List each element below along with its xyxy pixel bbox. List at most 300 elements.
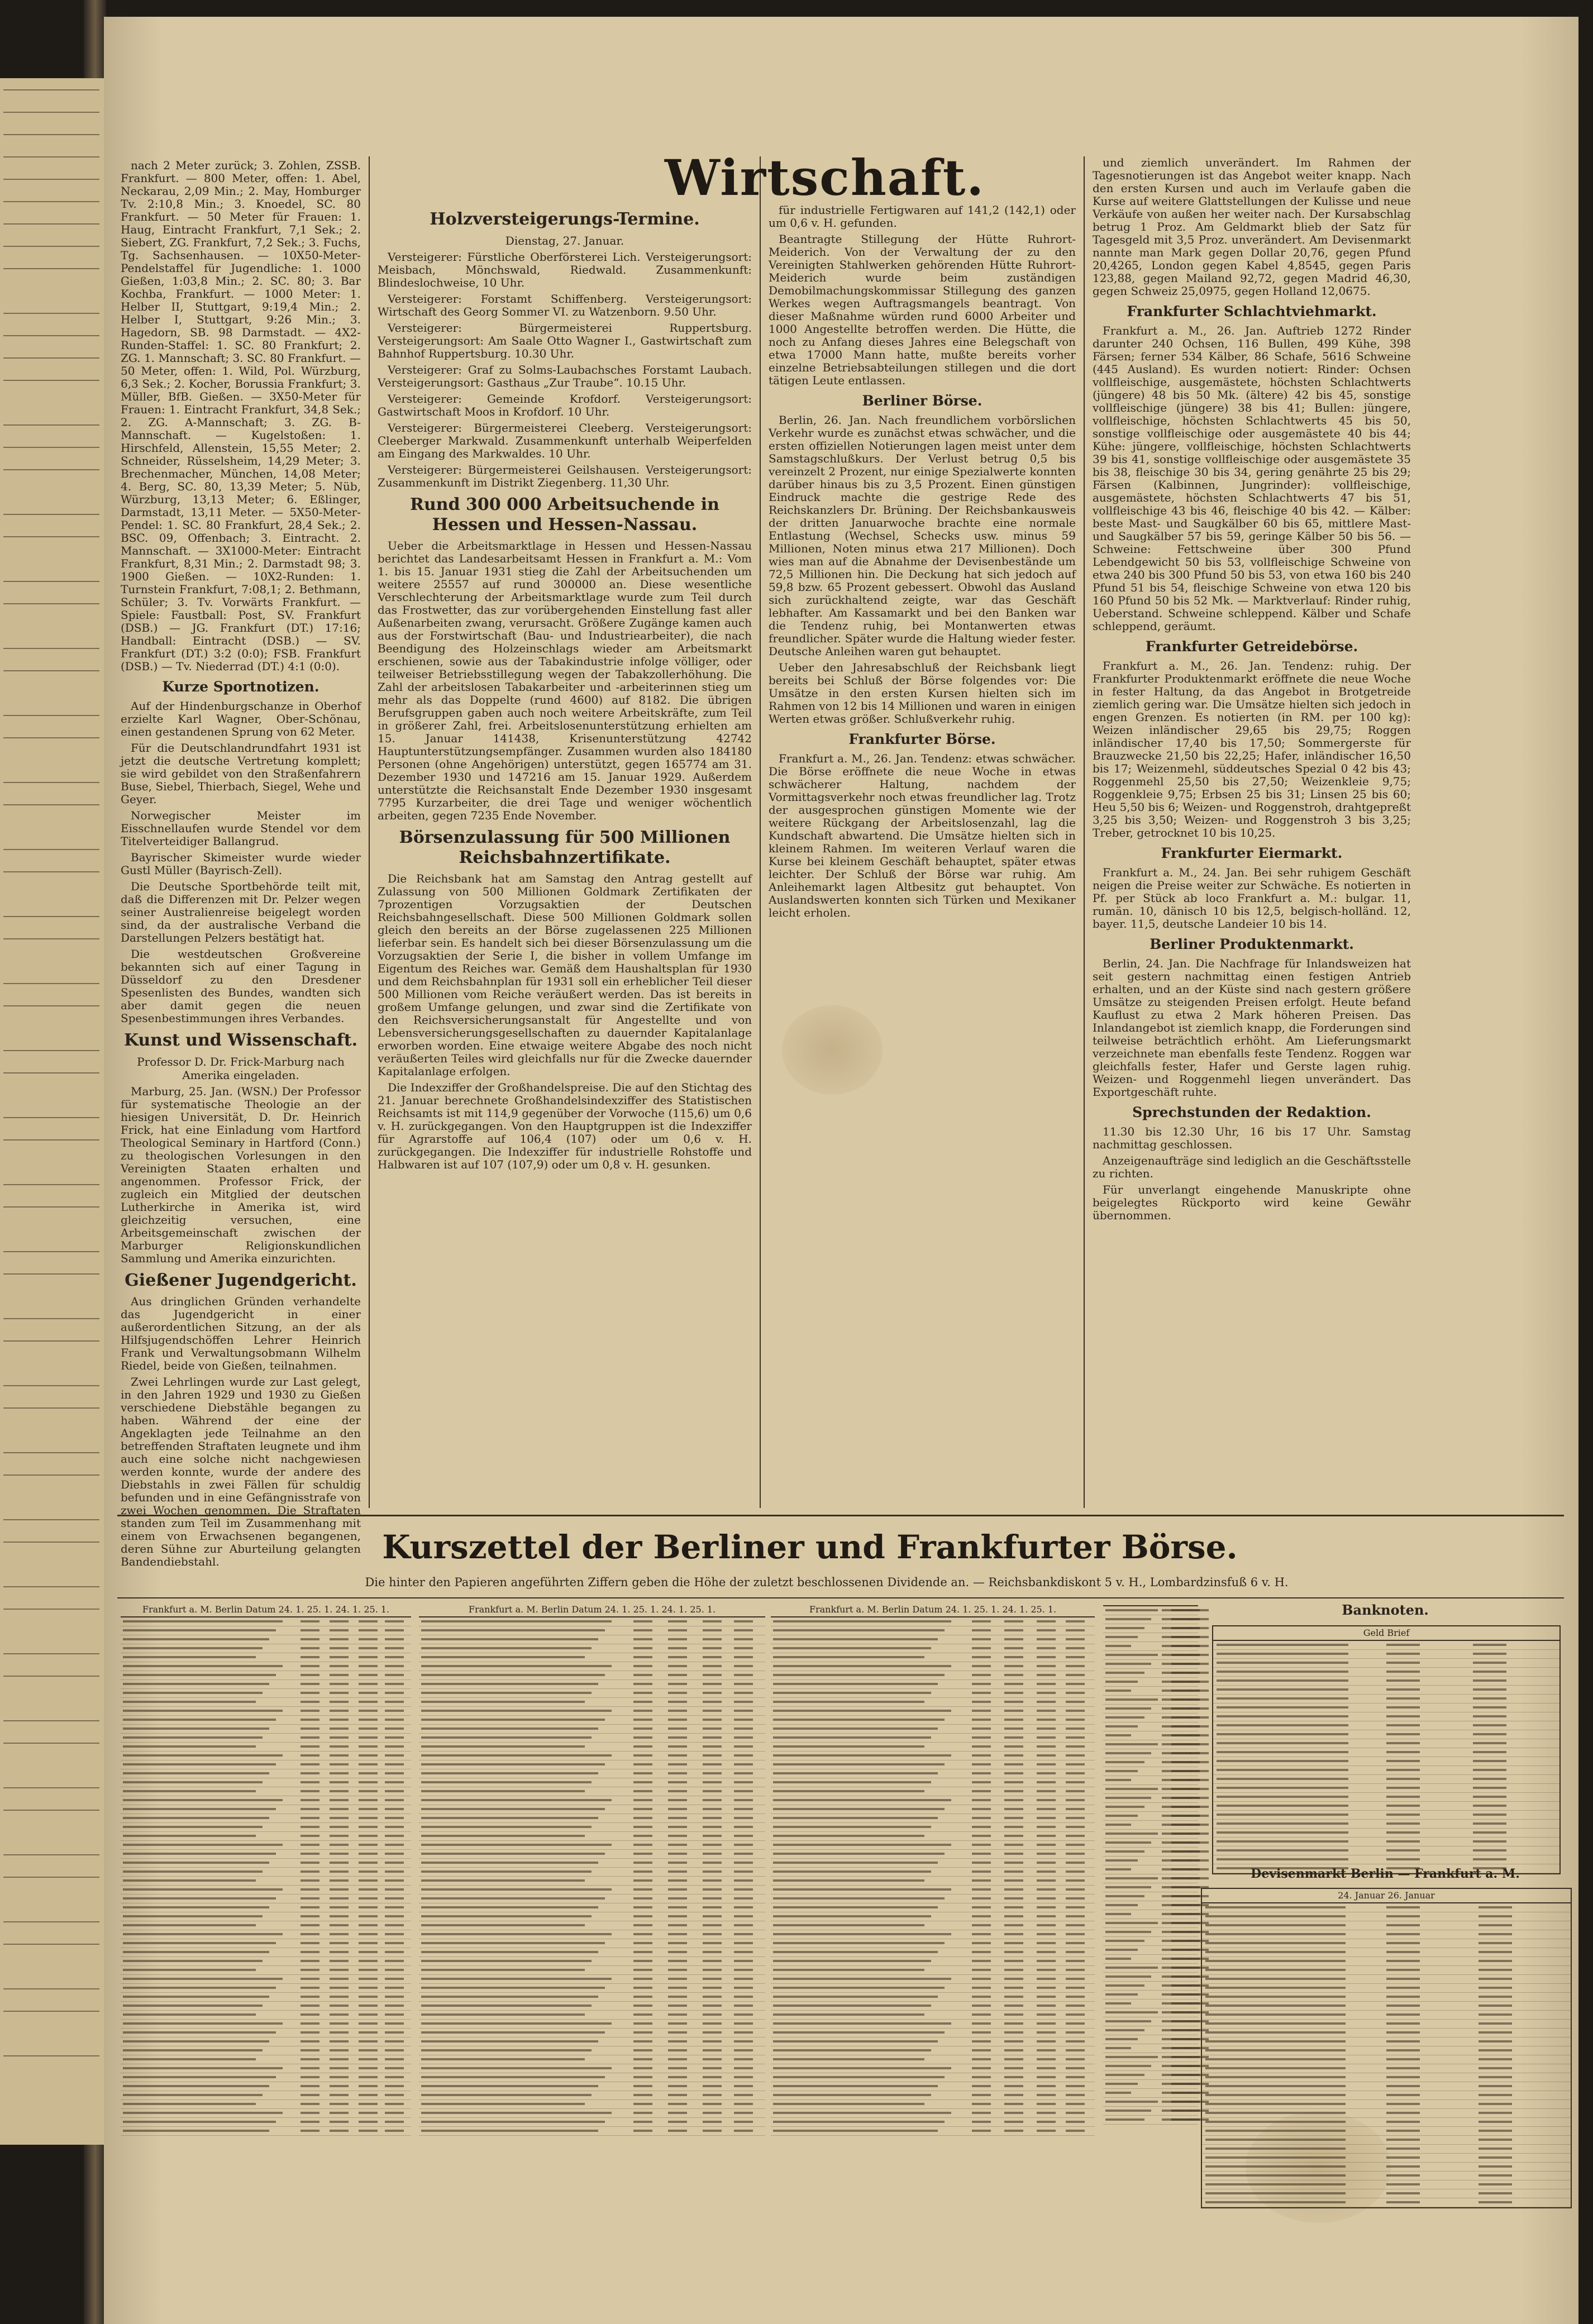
table-row (419, 1921, 765, 1930)
table-row (771, 1787, 1095, 1796)
heading-arbeitsuchende: Rund 300 000 Arbeitsuchende in Hessen und Hessen-Nassau. (410, 495, 719, 535)
table-row (771, 1626, 1095, 1635)
table-row (1202, 2172, 1571, 2180)
table-row (1103, 2000, 1198, 2008)
table-row (1202, 1948, 1571, 1957)
table-row (419, 1716, 765, 1725)
table-row (1103, 1955, 1198, 1964)
paragraph: Norwegischer Meister im Eisschnellaufen wurde Stendel vor dem Titelverteidiger Ballangrud. (121, 809, 361, 848)
table-row (419, 1760, 765, 1769)
table-row (419, 1680, 765, 1689)
table-row (1213, 1748, 1559, 1757)
table-row (419, 1841, 765, 1850)
table-row (121, 1957, 411, 1966)
previous-page-edge (0, 78, 104, 2145)
heading-frankfurter-boerse: Frankfurter Börse. (848, 731, 996, 747)
table-row (1202, 1993, 1571, 2002)
table-row (121, 1734, 411, 1743)
table-row (121, 1894, 411, 1903)
table-row (771, 2082, 1095, 2091)
table-row (1202, 2127, 1571, 2136)
table-row (1103, 1740, 1198, 1749)
table-row (771, 2118, 1095, 2127)
table-row (121, 1939, 411, 1948)
subheading: Dienstag, 27. Januar. (505, 234, 624, 247)
table-row (771, 1894, 1095, 1903)
table-row (771, 1912, 1095, 1921)
table-row (1213, 1641, 1559, 1650)
paragraph: Die Deutsche Sportbehörde teilt mit, daß die Differenzen mit Dr. Pelzer wegen seiner Australienreise beigelegt worden sind, da der australische Verband die Darstellungen Pelzers bestätigt hat. (121, 880, 361, 944)
section-masthead: Wirtschaft. (665, 149, 985, 207)
table-row (1103, 1982, 1198, 1991)
table-row (771, 2020, 1095, 2029)
table-row (1103, 2098, 1198, 2107)
table-row (121, 2020, 411, 2029)
table-row (419, 2127, 765, 2136)
table-row (1103, 1910, 1198, 1919)
column-rule (760, 156, 761, 1508)
table-row (1103, 2008, 1198, 2017)
table-row (419, 2109, 765, 2118)
table-row (121, 1653, 411, 1662)
table-row (1202, 2064, 1571, 2073)
table-row (1202, 1957, 1571, 1966)
table-row (1103, 1794, 1198, 1803)
table-row (1103, 1946, 1198, 1955)
table-row (1213, 1686, 1559, 1695)
table-row (1103, 1606, 1198, 1615)
table-row (121, 1644, 411, 1653)
table-row (771, 1957, 1095, 1966)
table-row (771, 1716, 1095, 1725)
table-row (1213, 1775, 1559, 1784)
column-4 (1093, 156, 1411, 1511)
stock-table (419, 1603, 765, 2136)
table-row (1213, 1677, 1559, 1686)
paragraph: Versteigerer: Fürstliche Oberförsterei Lich. Versteigerungsort: Meisbach, Mönchswald, Riedwald. Zusammenkunft: Blindeslochweise, 10 Uhr. (378, 250, 752, 289)
table-row (771, 1743, 1095, 1752)
table-row (419, 1912, 765, 1921)
table-row (771, 1689, 1095, 1698)
table-row (1103, 2026, 1198, 2035)
sport-results: nach 2 Meter zurück; 3. Zohlen, ZSSB. Frankfurt. — 800 Meter, offen: 1. Abel, Neckarau, 2,09 Min.; 2. May, Homburger Tv. 2:10,8 Min.; 3. Knoedel, SC. 80 Frankfurt. — 50 Meter für Frauen: 1. Haug, Eintracht Frankfurt, 7,1 Sek.; 2. Siebert, ZG. Frankfurt, 7,2 Sek.; 3. Fuchs, Tg. Sachsenhausen. — 10X50-Meter-Pendelstaffel für Jugendliche: 1. 1000 Gießen, 1:03,8 Min.; 2. SC. 80; 3. Bar Kochba, Frankfurt. — 1000 Meter: 1. Helber II, Stuttgart, 9:19,4 Min.; 2. Helber I, Stuttgart, 9:26 Min.; 3. Hagedorn, SB. 98 Darmstadt. — 4X2-Runden-Staffel: 1. SC. 80 Frankfurt; 2. ZG. 1. Mannschaft; 3. SC. 80 Frankfurt. — 50 Meter, offen: 1. Wild, Pol. Würzburg, 6,3 Sek.; 2. Kocher, Borussia Frankfurt; 3. Müller, BfB. Gießen. — 3X50-Meter für Frauen: 1. Eintracht Frankfurt, 34,8 Sek.; 2. ZG. A-Mannschaft; 3. ZG. B-Mannschaft. — Kugelstoßen: 1. Hirschfeld, Allenstein, 15,55 Meter; 2. Schneider, Rüsselsheim, 14,29 Meter; 3. Brechenmacher, München, 14,08 Meter; 4. Berg, SC. 80, 13,39 Meter; 5. Nüb, Würzburg, 13,13 Meter; 6. Eßlinger, Darmstadt, 13,11 Meter. — 5X50-Meter-Pendel: 1. SC. 80 Frankfurt, 28,4 Sek.; 2. BSC. 09, Offenbach; 3. Eintracht. 2. Mannschaft. — 3X1000-Meter: Eintracht Frankfurt, 8,31 Min.; 2. Darmstadt 98; 3. 1900 Gießen. — 10X2-Runden: 1. Turnstein Frankfurt, 7:08,1; 2. Bethmann, Schüler; 3. Tv. Vorwärts Frankfurt. — Spiele: Faustball: Post, SV. Frankfurt (DSB.) — JG. Frankfurt (DT.) 17:16; Handball: Eintracht (DSB.) — SV. Frankfurt (DT.) 3:2 (0:0); FSB. Frankfurt (DSB.) — Tv. Niederrad (DT.) 4:1 (0:0). (121, 159, 361, 673)
table-row (121, 2029, 411, 2037)
table-row (1213, 1703, 1559, 1712)
table-row (1103, 2071, 1198, 2080)
table-row (419, 2091, 765, 2100)
table-row (1103, 1928, 1198, 1937)
table-row (419, 2055, 765, 2064)
table-header: Frankfurt a. M. Berlin Datum 24. 1. 25. 1. 24. 1. 25. 1. (121, 1603, 411, 1617)
table-row (1103, 1678, 1198, 1687)
paragraph: Aus dringlichen Gründen verhandelte das Jugendgericht in einer außerordentlichen Sitzung, an der als Hilfsjugendschöffen Lehrer Heinrich Frank und Verwaltungsobmann Wilhelm Riedel, beide von Gießen, teilnahmen. (121, 1295, 361, 1372)
table-row (419, 1725, 765, 1734)
column-3 (769, 204, 1076, 1511)
paragraph: Anzeigenaufträge sind lediglich an die Geschäftsstelle zu richten. (1093, 1154, 1411, 1180)
table-row (419, 1626, 765, 1635)
table-row (1103, 2053, 1198, 2062)
table-row (1103, 1660, 1198, 1669)
table-row (1213, 1766, 1559, 1775)
table-row (771, 1966, 1095, 1975)
table-row (771, 1939, 1095, 1948)
table-row (121, 1743, 411, 1752)
table-row (121, 1752, 411, 1760)
table-row (1213, 1659, 1559, 1668)
heading-schlachtviehmarkt: Frankfurter Schlachtviehmarkt. (1127, 303, 1377, 319)
column-rule (369, 156, 370, 1508)
table-row (121, 1662, 411, 1671)
table-row (1103, 2089, 1198, 2098)
table-row (419, 1984, 765, 1993)
table-row (771, 2029, 1095, 2037)
table-row (1213, 1650, 1559, 1659)
table-row (771, 1725, 1095, 1734)
table-row (121, 1912, 411, 1921)
table-row (771, 1617, 1095, 1626)
table-row (121, 1617, 411, 1626)
table-row (771, 2100, 1095, 2109)
table-row (121, 1966, 411, 1975)
table-row (1103, 1767, 1198, 1776)
table-row (771, 2073, 1095, 2082)
table-row (121, 2046, 411, 2055)
table-row (419, 2100, 765, 2109)
table-row (1202, 2118, 1571, 2127)
table-row (419, 2046, 765, 2055)
table-row (419, 1698, 765, 1707)
table-row (771, 2037, 1095, 2046)
table-row (121, 2091, 411, 2100)
table-row (419, 1752, 765, 1760)
table-row (121, 1805, 411, 1814)
table-row (419, 1617, 765, 1626)
column-rule (1084, 156, 1085, 1508)
table-row (771, 1814, 1095, 1823)
paragraph: Versteigerer: Bürgermeisterei Geilshausen. Versteigerungsort: Zusammenkunft im Distrikt Ziegenberg. 11,30 Uhr. (378, 463, 752, 489)
table-row (121, 1832, 411, 1841)
paragraph: Zwei Lehrlingen wurde zur Last gelegt, in den Jahren 1929 und 1930 zu Gießen verschiedene Diebstähle begangen zu haben. Während der eine der Angeklagten jede Teilnahme an den betreffenden Straftaten leugnete und ihm auch eine solche nicht nachgewiesen werden konnte, wurde der andere des Diebstahls in zwei Fällen für schuldig befunden und in eine Gefängnisstrafe von zwei Wochen genommen. Die Straftaten standen zum Teil im Zusammenhang mit einem von Erwachsenen begangenen, deren Sühne zur Aburteilung gelangten Bandendiebstahl. (121, 1375, 361, 1568)
table-row (419, 1886, 765, 1894)
kurszettel-title: Kurszettel der Berliner und Frankfurter Börse. (382, 1528, 1238, 1566)
paragraph: Ueber den Jahresabschluß der Reichsbank liegt bereits bei Schluß der Börse folgendes vor: Die Umsätze in den ersten Kursen hielten sich im Rahmen von 12 bis 14 Millionen und waren in einigen Werten etwas größer. Schlußverkehr ruhig. (769, 661, 1076, 726)
table-row (419, 1894, 765, 1903)
table-row (1213, 1721, 1559, 1730)
table-row (771, 1850, 1095, 1859)
table-row (121, 2064, 411, 2073)
table-row (1103, 1776, 1198, 1785)
table-row (1103, 1964, 1198, 1973)
table-row (121, 2037, 411, 2046)
table-row (1103, 1687, 1198, 1696)
table-row (419, 1993, 765, 2002)
heading-holzversteigerung: Holzversteigerungs-Termine. (430, 209, 700, 229)
table-row (121, 2011, 411, 2020)
table-row (419, 1832, 765, 1841)
table-row (1103, 1821, 1198, 1830)
table-row (419, 1635, 765, 1644)
table-row (771, 1984, 1095, 1993)
table-row (1202, 1984, 1571, 1993)
column-2 (378, 204, 752, 1511)
table-row (419, 2082, 765, 2091)
table-row (121, 1707, 411, 1716)
table-row (419, 2011, 765, 2020)
table-row (771, 1796, 1095, 1805)
table-row (419, 1743, 765, 1752)
table-row (1103, 2017, 1198, 2026)
devisen-title: Devisenmarkt Berlin — Frankfurt a. M. (1251, 1867, 1520, 1881)
table-row (121, 1921, 411, 1930)
table-row (419, 1662, 765, 1671)
table-row (419, 1903, 765, 1912)
table-row (771, 1921, 1095, 1930)
table-row (1202, 2037, 1571, 2046)
table-row (419, 2118, 765, 2127)
table-row (121, 1787, 411, 1796)
table-row (1103, 2062, 1198, 2071)
heading-eiermarkt: Frankfurter Eiermarkt. (1161, 845, 1343, 861)
heading-sportnotizen: Kurze Sportnotizen. (162, 679, 319, 695)
table-row (121, 1716, 411, 1725)
table-row (1213, 1793, 1559, 1802)
table-row (121, 1850, 411, 1859)
table-row (771, 1823, 1095, 1832)
table-row (1213, 1739, 1559, 1748)
table-row (419, 1957, 765, 1966)
table-row (121, 1671, 411, 1680)
table-row (1202, 2091, 1571, 2100)
table-row (1202, 2055, 1571, 2064)
table-row (771, 1805, 1095, 1814)
table-row (419, 1975, 765, 1984)
table-row (419, 1734, 765, 1743)
paragraph: Bayrischer Skimeister wurde wieder Gustl Müller (Bayrisch-Zell). (121, 851, 361, 877)
table-row (1213, 1784, 1559, 1793)
table-row (419, 1823, 765, 1832)
stock-table (771, 1603, 1095, 2136)
paragraph: Frankfurt a. M., 26. Jan. Tendenz: etwas schwächer. Die Börse eröffnete die neue Woche in etwas schwächerer Haltung, nachdem der Vormittagsverkehr noch etwas freundlicher lag. Trotz der ausgesprochen günstigen Momente wie der weitere Rückgang der Arbeitslosenzahl, lag die Kundschaft abwartend. Die Umsätze hielten sich in kleinem Rahmen. Im weiteren Verlauf waren die Kurse bei kleinem Geschäft behauptet, später etwas leichter. Der Schluß der Börse war ruhig. Am Anleihemarkt lagen Altbesitz gut behauptet. Von Auslandswerten konnten sich Türken und Mexikaner leicht erholen. (769, 752, 1076, 919)
table-row (1103, 1714, 1198, 1722)
table-row (771, 2091, 1095, 2100)
table-row (771, 1671, 1095, 1680)
table-row (419, 2020, 765, 2029)
table-row (419, 1948, 765, 1957)
table-row (121, 1930, 411, 1939)
table-row (771, 1993, 1095, 2002)
table-row (1213, 1668, 1559, 1677)
paragraph: Marburg, 25. Jan. (WSN.) Der Professor für systematische Theologie an der hiesigen Universität, D. Dr. Heinrich Frick, hat eine Einladung vom Hartford Theological Seminary in Hartford (Conn.) zu theologischen Vorlesungen in den Vereinigten Staaten erhalten und angenommen. Professor Frick, der zugleich ein Mitglied der deutschen Lutherkirche in Amerika ist, wird gleichzeitig versuchen, eine Arbeitsgemeinschaft zwischen der Marburger Religionskundlichen Sammlung und Amerika einzurichten. (121, 1085, 361, 1265)
table-row (1103, 1919, 1198, 1928)
table-row (121, 1877, 411, 1886)
paragraph: Die westdeutschen Großvereine bekannten sich auf einer Tagung in Düsseldorf zu den Dresdener Spesenlisten des Bundes, wandten sich aber damit gegen die neuen Spesenbestimmungen ihres Verbandes. (121, 947, 361, 1025)
banknoten-title: Banknoten. (1342, 1602, 1429, 1618)
table-row (1202, 2109, 1571, 2118)
table-row (419, 1930, 765, 1939)
table-row (121, 1769, 411, 1778)
table-row (771, 1644, 1095, 1653)
table-row (419, 2037, 765, 2046)
table-row (771, 1707, 1095, 1716)
table-row (1103, 1669, 1198, 1678)
table-row (121, 1823, 411, 1832)
table-row (771, 1769, 1095, 1778)
table-row (771, 1948, 1095, 1957)
paragraph: Die Reichsbank hat am Samstag den Antrag gestellt auf Zulassung von 500 Millionen Goldmark Zertifikaten der 7prozentigen Vorzugsaktien der Deutschen Reichsbahngesellschaft. Diese 500 Millionen Goldmark sollen gleich den bereits an der Börse zugelassenen 225 Millionen lieferbar sein. Es handelt sich bei dieser Börsenzulassung um die Vorzugsaktien der Serie I, die bisher in vollem Umfange im Eigentum des Reiches war. Gemäß dem Haushaltsplan für 1930 und dem Reichsbahnplan für 1931 soll ein erheblicher Teil dieser 500 Millionen vom Reiche veräußert werden. Das ist bereits in großem Umfange gelungen, und zwar sind die Zertifikate von den Reichsversicherungsanstalt für Angestellte und von Lebensversicherungsgesellschaften zu dauernder Kapitalanlage erworben worden. Eine etwaige weitere Abgabe des noch nicht veräußerten Teiles wird gleichfalls nur für die Zwecke dauernder Kapitalanlage erfolgen. (378, 872, 752, 1078)
table-row (1202, 2180, 1571, 2189)
table-row (1103, 1839, 1198, 1848)
table-row (1103, 1892, 1198, 1901)
table-row (771, 2046, 1095, 2055)
table-row (771, 1930, 1095, 1939)
paragraph: Versteigerer: Bürgermeisterei Ruppertsburg. Versteigerungsort: Am Saale Otto Wagner I., Gastwirtschaft zum Bahnhof Ruppertsburg. 10.30 Uhr. (378, 321, 752, 360)
table-row (771, 1903, 1095, 1912)
table-row (771, 1868, 1095, 1877)
table-row (771, 1877, 1095, 1886)
currency-table (1212, 1625, 1561, 1874)
table-row (1202, 1930, 1571, 1939)
table-row (419, 1778, 765, 1787)
table-row (121, 2127, 411, 2136)
table-row (1103, 1758, 1198, 1767)
paragraph: und ziemlich unverändert. Im Rahmen der Tagesnotierungen ist das Angebot weiter knapp. Nach den ersten Kursen und auch im Verlaufe gaben die Kurse auf weitere Glattstellungen der Kulisse und neue Verkäufe von außen her weiter nach. Der Kursabschlag betrug 1 Proz. Am Geldmarkt blieb der Satz für Tagesgeld mit 3,5 Proz. unverändert. Am Devisenmarkt nannte man Mark gegen Dollar 20,76, gegen Pfund 20,4265, London gegen Kabel 4,8545, gegen Paris 123,88, gegen Mailand 92,72, gegen Madrid 46,30, gegen Schweiz 25,0975, gegen Holland 12,0675. (1093, 156, 1411, 298)
table-row (121, 2002, 411, 2011)
column-1 (121, 159, 361, 1568)
paragraph: Frankfurt a. M., 26. Jan. Auftrieb 1272 Rinder darunter 240 Ochsen, 116 Bullen, 499 Kühe, 398 Färsen; ferner 534 Kälber, 86 Schafe, 5616 Schweine (445 Ausland). Es wurden notiert: Rinder: Ochsen vollfleischige, ausgemästete, höchsten Schlachtwerts (jüngere) 48 bis 50 Mk. (ältere) 42 bis 45, sonstige vollfleischige (jüngere) 38 bis 41; Bullen: jüngere, vollfleischige, höchsten Schlachtwerts 45 bis 50, sonstige vollfleischige oder ausgemästete 40 bis 44; Kühe: jüngere, vollfleischige, höchsten Schlachtwerts 39 bis 41, sonstige vollfleischige oder ausgemästete 35 bis 38, fleischige 30 bis 34, gering genährte 25 bis 29; Färsen (Kalbinnen, Jungrinder): vollfleischige, ausgemästete, höchsten Schlachtwerts 47 bis 51, vollfleischige 43 bis 46, fleischige 40 bis 42. — Kälber: beste Mast- und Saugkälber 60 bis 65, mittlere Mast- und Saugkälber 57 bis 59, geringe Kälber 50 bis 56. — Schweine: Fettschweine über 300 Pfund Lebendgewicht 50 bis 53, vollfleischige Schweine von etwa 240 bis 300 Pfund 50 bis 53, von etwa 160 bis 240 Pfund 51 bis 54, fleischige Schweine von etwa 120 bis 160 Pfund 50 bis 52 Mk. — Marktverlauf: Rinder ruhig, Ueberstand. Schweine schleppend. Kälber und Schafe schleppend, geräumt. (1093, 324, 1411, 633)
table-row (419, 1868, 765, 1877)
table-row (419, 1689, 765, 1698)
stock-table (1103, 1603, 1198, 2125)
table-header: Frankfurt a. M. Berlin Datum 24. 1. 25. 1. 24. 1. 25. 1. (771, 1603, 1095, 1617)
table-row (121, 2073, 411, 2082)
table-row (419, 1877, 765, 1886)
table-row (771, 1859, 1095, 1868)
table-row (1103, 1696, 1198, 1705)
table-row (1202, 2189, 1571, 2198)
table-row (419, 2073, 765, 2082)
table-row (1103, 1615, 1198, 1624)
paragraph: Versteigerer: Forstamt Schiffenberg. Versteigerungsort: Wirtschaft des Georg Sommer VI. zu Watzenborn. 9.50 Uhr. (378, 292, 752, 318)
table-row (419, 1644, 765, 1653)
table-row (771, 1778, 1095, 1787)
table-row (1202, 1921, 1571, 1930)
heading-kunst-wissenschaft: Kunst und Wissenschaft. (123, 1030, 358, 1050)
table-row (1213, 1820, 1559, 1829)
table-row (419, 2002, 765, 2011)
table-row (419, 1814, 765, 1823)
stock-table (121, 1603, 411, 2136)
table-row (1103, 1848, 1198, 1857)
paragraph: Versteigerer: Gemeinde Krofdorf. Versteigerungsort: Gastwirtschaft Moos in Krofdorf. 10 Uhr. (378, 392, 752, 418)
heading-berliner-boerse: Berliner Börse. (862, 393, 982, 409)
table-row (121, 1778, 411, 1787)
table-row (419, 1671, 765, 1680)
table-row (121, 1725, 411, 1734)
table-row (121, 1796, 411, 1805)
table-row (121, 1698, 411, 1707)
table-row (771, 2011, 1095, 2020)
table-row (121, 2055, 411, 2064)
paragraph: Versteigerer: Bürgermeisterei Cleeberg. Versteigerungsort: Cleeberger Markwald. Zusammenkunft unterhalb Weiperfelden am Eingang des Markwaldes. 10 Uhr. (378, 421, 752, 460)
table-row (1202, 1975, 1571, 1984)
table-row (1103, 2080, 1198, 2089)
table-row (1103, 1830, 1198, 1839)
table-row (419, 1769, 765, 1778)
table-row (419, 1787, 765, 1796)
table-row (121, 1635, 411, 1644)
table-row (1213, 1712, 1559, 1721)
table-row (1202, 1912, 1571, 1921)
table-row (1202, 2082, 1571, 2091)
table-row (1103, 1857, 1198, 1865)
table-row (1213, 1695, 1559, 1703)
table-row (1202, 2020, 1571, 2029)
table-row (121, 1886, 411, 1894)
table-row (1202, 2198, 1571, 2207)
table-row (1213, 1802, 1559, 1811)
table-row (771, 2064, 1095, 2073)
table-row (771, 1760, 1095, 1769)
table-row (1103, 1624, 1198, 1633)
table-row (1103, 1874, 1198, 1883)
table-row (1103, 2035, 1198, 2044)
table-row (1202, 2145, 1571, 2154)
table-row (771, 1841, 1095, 1850)
table-row (1202, 2073, 1571, 2082)
table-row (1202, 2002, 1571, 2011)
table-header: Geld Brief (1213, 1626, 1559, 1641)
table-header: Frankfurt a. M. Berlin Datum 24. 1. 25. 1. 24. 1. 25. 1. (419, 1603, 765, 1617)
table-row (1202, 1966, 1571, 1975)
heading-boersenzulassung: Börsenzulassung für 500 Millionen Reichsbahnzertifikate. (399, 828, 731, 867)
paragraph: Für unverlangt eingehende Manuskripte ohne beigelegtes Rückporto wird keine Gewähr übernommen. (1093, 1183, 1411, 1222)
table-row (121, 2118, 411, 2127)
table-row (1202, 2154, 1571, 2163)
table-row (1213, 1730, 1559, 1739)
table-row (771, 1975, 1095, 1984)
table-row (1103, 1642, 1198, 1651)
table-row (121, 1841, 411, 1850)
heading-jugendgericht: Gießener Jugendgericht. (125, 1271, 357, 1290)
table-row (1103, 1651, 1198, 1660)
table-row (1202, 2100, 1571, 2109)
paragraph: Frankfurt a. M., 24. Jan. Bei sehr ruhigem Geschäft neigen die Preise weiter zur Schwäche. Es notierten in Pf. per Stück ab loco Frankfurt a. M.: bulgar. 11, rumän. 10, dänisch 10 bis 12,5, belgisch-holländ. 12, bayer. 11,5, deutsche Landeier 10 bis 14. (1093, 866, 1411, 930)
table-row (419, 1859, 765, 1868)
table-row (121, 1948, 411, 1957)
table-row (1202, 1939, 1571, 1948)
kurszettel-subtitle: Die hinter den Papieren angeführten Ziffern geben die Höhe der zuletzt beschlossenen Dividende an. — Reichsbankdiskont 5 v. H., Lombardzinsfuß 6 v. H. (365, 1576, 1289, 1589)
heading-produktenmarkt: Berliner Produktenmarkt. (1150, 936, 1354, 952)
table-row (1103, 1633, 1198, 1642)
table-row (121, 2082, 411, 2091)
table-row (1103, 1812, 1198, 1821)
table-row (419, 1707, 765, 1716)
table-row (1202, 2046, 1571, 2055)
table-row (121, 1984, 411, 1993)
paragraph: Die Indexziffer der Großhandelspreise. Die auf den Stichtag des 21. Januar berechnete Großhandelsindexziffer des Statistischen Reichsamts ist mit 114,9 gegenüber der Vorwoche (115,6) um 0,6 v. H. zurückgegangen. Von den Hauptgruppen ist die Indexziffer für Agrarstoffe auf 106,4 (107) oder um 0,6 v. H. zurückgegangen. Die Indexziffer für industrielle Rohstoffe und Halbwaren ist auf 107 (107,9) oder um 0,8 v. H. gesunken. (378, 1081, 752, 1171)
table-row (1202, 2136, 1571, 2145)
table-row (1103, 2044, 1198, 2053)
table-row (771, 1662, 1095, 1671)
paragraph: für industrielle Fertigwaren auf 141,2 (142,1) oder um 0,6 v. H. gefunden. (769, 203, 1076, 230)
table-row (1103, 1937, 1198, 1946)
table-row (1103, 1901, 1198, 1910)
table-row (121, 1626, 411, 1635)
table-row (1213, 1846, 1559, 1855)
paragraph: Ueber die Arbeitsmarktlage in Hessen und Hessen-Nassau berichtet das Landesarbeitsamt Hessen in Frankfurt a. M.: Vom 1. bis 15. Januar 1931 stieg die Zahl der Arbeitsuchenden um weitere 25557 auf rund 300000 an. Diese wesentliche Verschlechterung der Arbeitsmarktlage wurde zum Teil durch das Frostwetter, das zur vorübergehenden Einstellung fast aller Außenarbeiten zwang, verursacht. Größere Zugänge kamen auch aus der Forstwirtschaft (Bau- und Industriearbeiter), die nach Beendigung des Holzeinschlags wieder am Arbeitsmarkt erschienen, sowie aus der Tabakindustrie infolge völliger, oder teilweiser Betriebsstillegung wegen der Tabakzollerhöhung. Die Zahl der arbeitslosen Tabakarbeiter und -arbeiterinnen stieg um mehr als das Doppelte (rund 4600) auf 8182. Die übrigen Berufsgruppen gaben auch noch weitere Arbeitskräfte, zum Teil in größerer Zahl, frei. Arbeitslosenunterstützung erhielten am 15. Januar 141438, Krisenunterstützung 42742 Hauptunterstützungsempfänger. Zusammen wurden also 184180 Personen (ohne Angehörigen) unterstützt, gegen 165774 am 31. Dezember 1930 und 147216 am 15. Januar 1929. Außerdem unterstützte die Reichsanstalt Ende Dezember 1930 insgesamt 7795 Kurzarbeiter, die drei Tage und weniger wöchentlich arbeiten, gegen 7235 Ende November. (378, 539, 752, 822)
currency-table (1201, 1888, 1572, 2208)
table-row (121, 1868, 411, 1877)
